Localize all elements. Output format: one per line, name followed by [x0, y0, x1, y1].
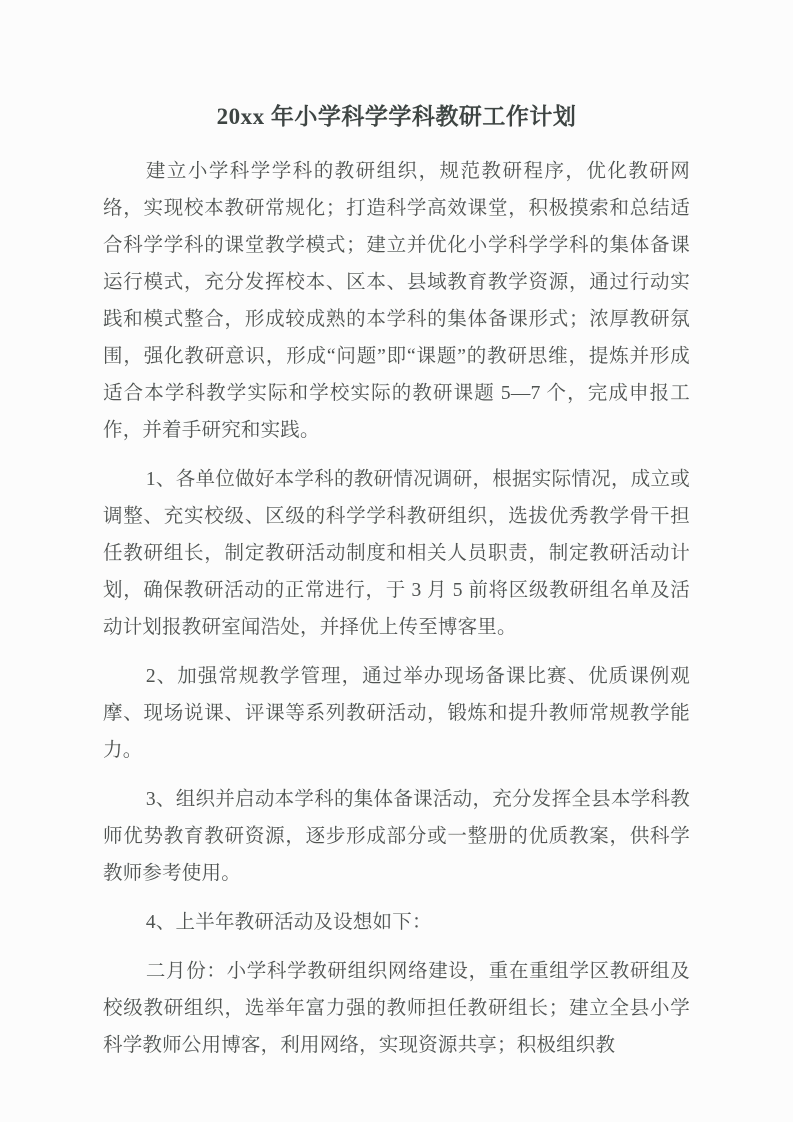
- paragraph-item-3: 3、组织并启动本学科的集体备课活动，充分发挥全县本学科教师优势教育教研资源，逐步形成部分或一整册的优质教案，供科学教师参考使用。: [103, 789, 690, 884]
- document-body: [103, 153, 690, 1064]
- paragraph-item-2: 2、加强常规教学管理，通过举办现场备课比赛、优质课例观摩、现场说课、评课等系列教研活动，锻炼和提升教师常规教学能力。: [103, 666, 690, 761]
- document-title: 20xx 年小学科学学科教研工作计划: [216, 104, 577, 129]
- paragraph-overview: 建立小学科学学科的教研组织，规范教研程序，优化教研网络，实现校本教研常规化；打造科学高效课堂，积极摸索和总结适合科学学科的课堂教学模式；建立并优化小学科学学科的集体备课运行模式，充分发挥校本、区本、县域教育教学资源，通过行动实践和模式整合，形成较成熟的本学科的集体备课形式；浓厚教研氛围，强化教研意识，形成“问题”即“课题”的教研思维，提炼并形成适合本学科教学实际和学校实际的教研课题 5—7 个，完成申报工作，并着手研究和实践。: [103, 161, 690, 441]
- paragraph-february: 二月份：小学科学教研组织网络建设，重在重组学区教研组及校级教研组织，选举年富力强的教师担任教研组长；建立全县小学科学教师公用博客，利用网络，实现资源共享；积极组织教: [103, 961, 690, 1056]
- paragraph-item-4: 4、上半年教研活动及设想如下：: [145, 912, 432, 933]
- paragraph-item-1: 1、各单位做好本学科的教研情况调研，根据实际情况，成立或调整、充实校级、区级的科学学科教研组织，选拔优秀教学骨干担任教研组长，制定教研活动制度和相关人员职责，制定教研活动计划，确保教研活动的正常进行，于 3 月 5 前将区级教研组名单及活动计划报教研室闻浩处，并择优上传至博客里。: [103, 469, 690, 638]
